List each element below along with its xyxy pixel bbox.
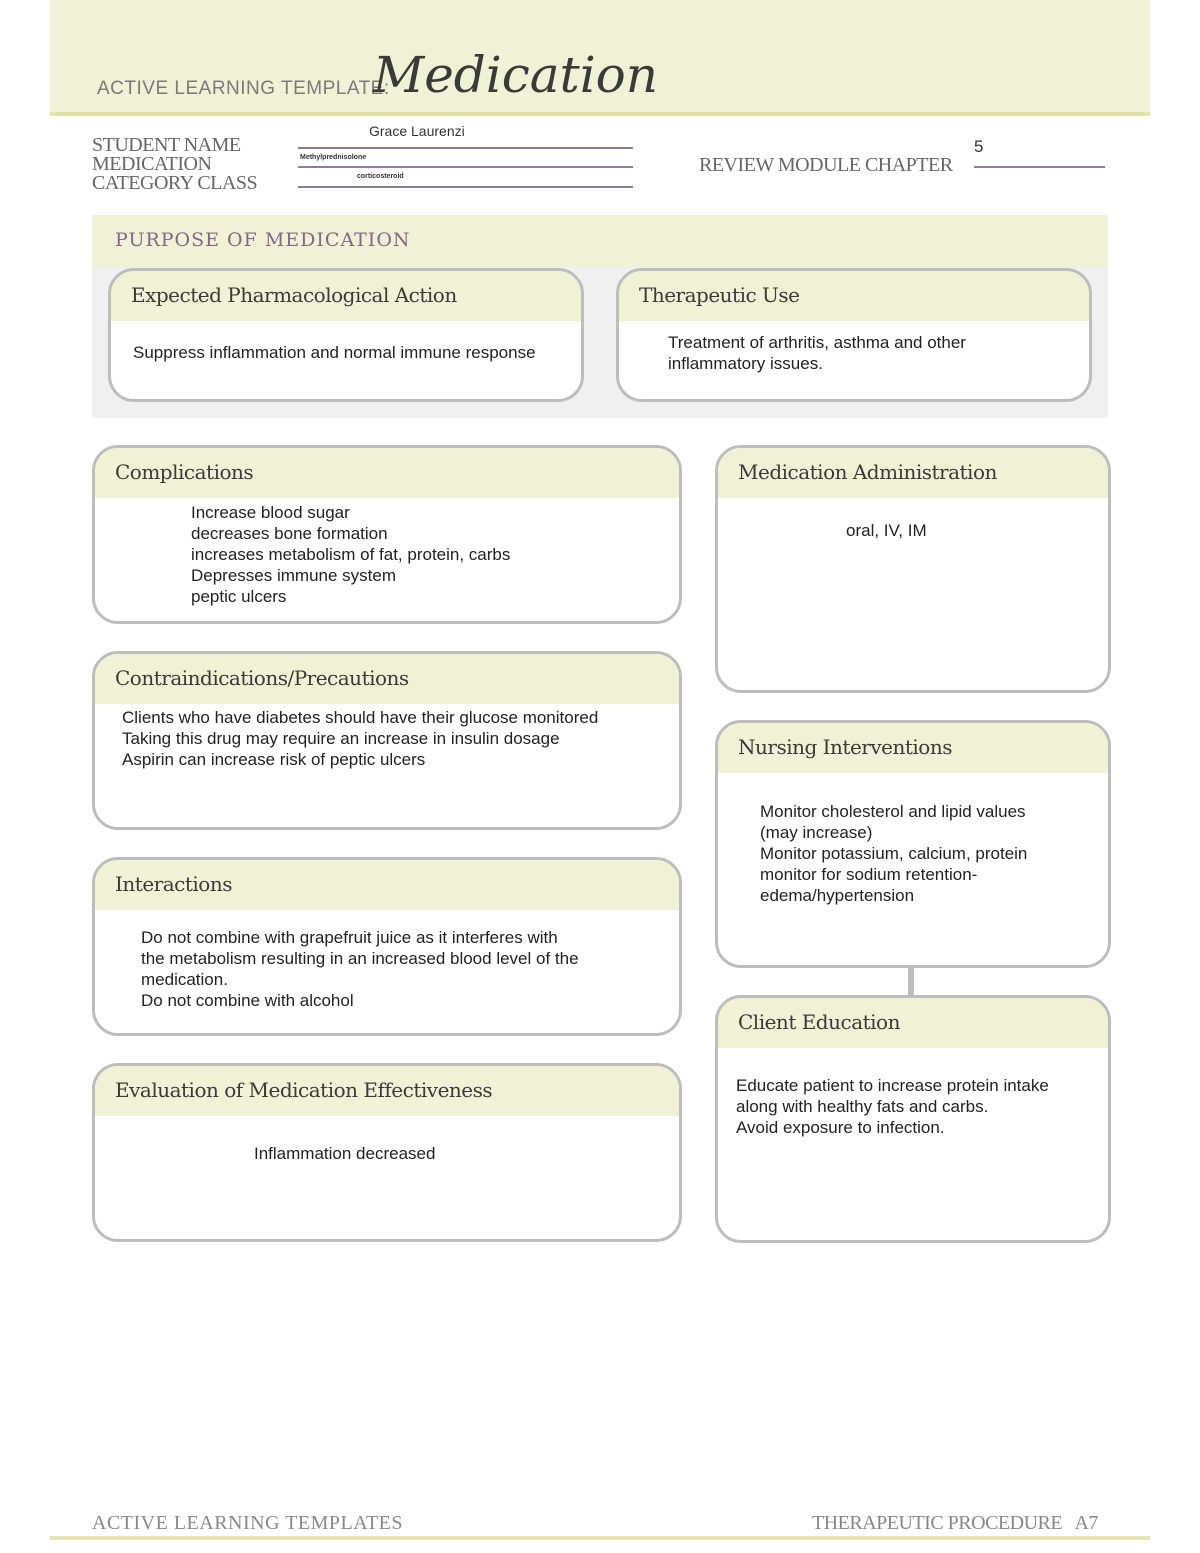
therapeutic-use-title: Therapeutic Use [639,283,800,307]
footer-left: ACTIVE LEARNING TEMPLATES [92,1512,404,1534]
complications-card [92,445,682,624]
medication-label: MEDICATION [92,153,212,175]
medication-administration-title: Medication Administration [738,460,997,484]
therapeutic-use-body[interactable]: Treatment of arthritis, asthma and other inflammatory issues. [668,333,966,373]
category-class-value[interactable]: corticosteroid [357,173,404,180]
nursing-interventions-card [715,720,1111,968]
category-class-line [298,186,633,188]
expected-action-title: Expected Pharmacological Action [131,283,457,307]
student-name-value[interactable]: Grace Laurenzi [369,123,465,139]
medication-administration-card [715,445,1111,693]
medication-administration-body[interactable]: oral, IV, IM [846,521,927,540]
expected-action-card [108,268,584,402]
template-label: ACTIVE LEARNING TEMPLATE: [97,78,390,99]
medication-line [298,166,633,168]
therapeutic-use-card [616,268,1092,402]
template-title: Medication [373,46,658,104]
client-education-card [715,995,1111,1243]
expected-action-header [111,271,581,321]
complications-header [95,448,679,498]
review-module-chapter-value[interactable]: 5 [974,137,984,156]
medication-administration-header [718,448,1108,498]
footer-right: THERAPEUTIC PROCEDURE A7 [812,1512,1098,1534]
evaluation-header [95,1066,679,1116]
therapeutic-use-header [619,271,1089,321]
purpose-title: PURPOSE OF MEDICATION [115,229,411,251]
nursing-interventions-title: Nursing Interventions [738,735,952,759]
client-education-header [718,998,1108,1048]
student-name-label: STUDENT NAME [92,134,241,156]
evaluation-body[interactable]: Inflammation decreased [254,1144,436,1163]
review-module-chapter-label: REVIEW MODULE CHAPTER [699,154,953,176]
client-education-body[interactable]: Educate patient to increase protein intake along with healthy fats and carbs. Avoid exposure to infection. [736,1076,1049,1137]
interactions-title: Interactions [115,872,232,896]
complications-title: Complications [115,460,254,484]
contraindications-card [92,651,682,830]
expected-action-body[interactable]: Suppress inflammation and normal immune response [133,343,536,362]
footer-divider [50,1536,1150,1540]
contraindications-body[interactable]: Clients who have diabetes should have their glucose monitored Taking this drug may require an increase in insulin dosage Aspirin can increase risk of peptic ulcers [122,708,599,769]
nursing-interventions-header [718,723,1108,773]
contraindications-title: Contraindications/Precautions [115,666,409,690]
student-name-line [298,147,633,149]
contraindications-header [95,654,679,704]
evaluation-card [92,1063,682,1242]
header-divider [50,112,1150,116]
interactions-header [95,860,679,910]
client-education-title: Client Education [738,1010,900,1034]
evaluation-title: Evaluation of Medication Effectiveness [115,1078,493,1102]
card-connector [908,967,914,997]
nursing-interventions-body[interactable]: Monitor cholesterol and lipid values (may increase) Monitor potassium, calcium, protein monitor for sodium retention- edema/hypertension [760,802,1028,905]
interactions-body[interactable]: Do not combine with grapefruit juice as it interferes with the metabolism resulting in an increased blood level of the medication. Do not combine with alcohol [141,928,579,1010]
category-class-label: CATEGORY CLASS [92,172,258,194]
review-module-chapter-line [974,166,1105,168]
complications-body[interactable]: Increase blood sugar decreases bone formation increases metabolism of fat, protein, carbs Depresses immune system peptic ulcers [191,503,511,606]
interactions-card [92,857,682,1036]
medication-value[interactable]: Methylprednisolone [300,154,367,161]
